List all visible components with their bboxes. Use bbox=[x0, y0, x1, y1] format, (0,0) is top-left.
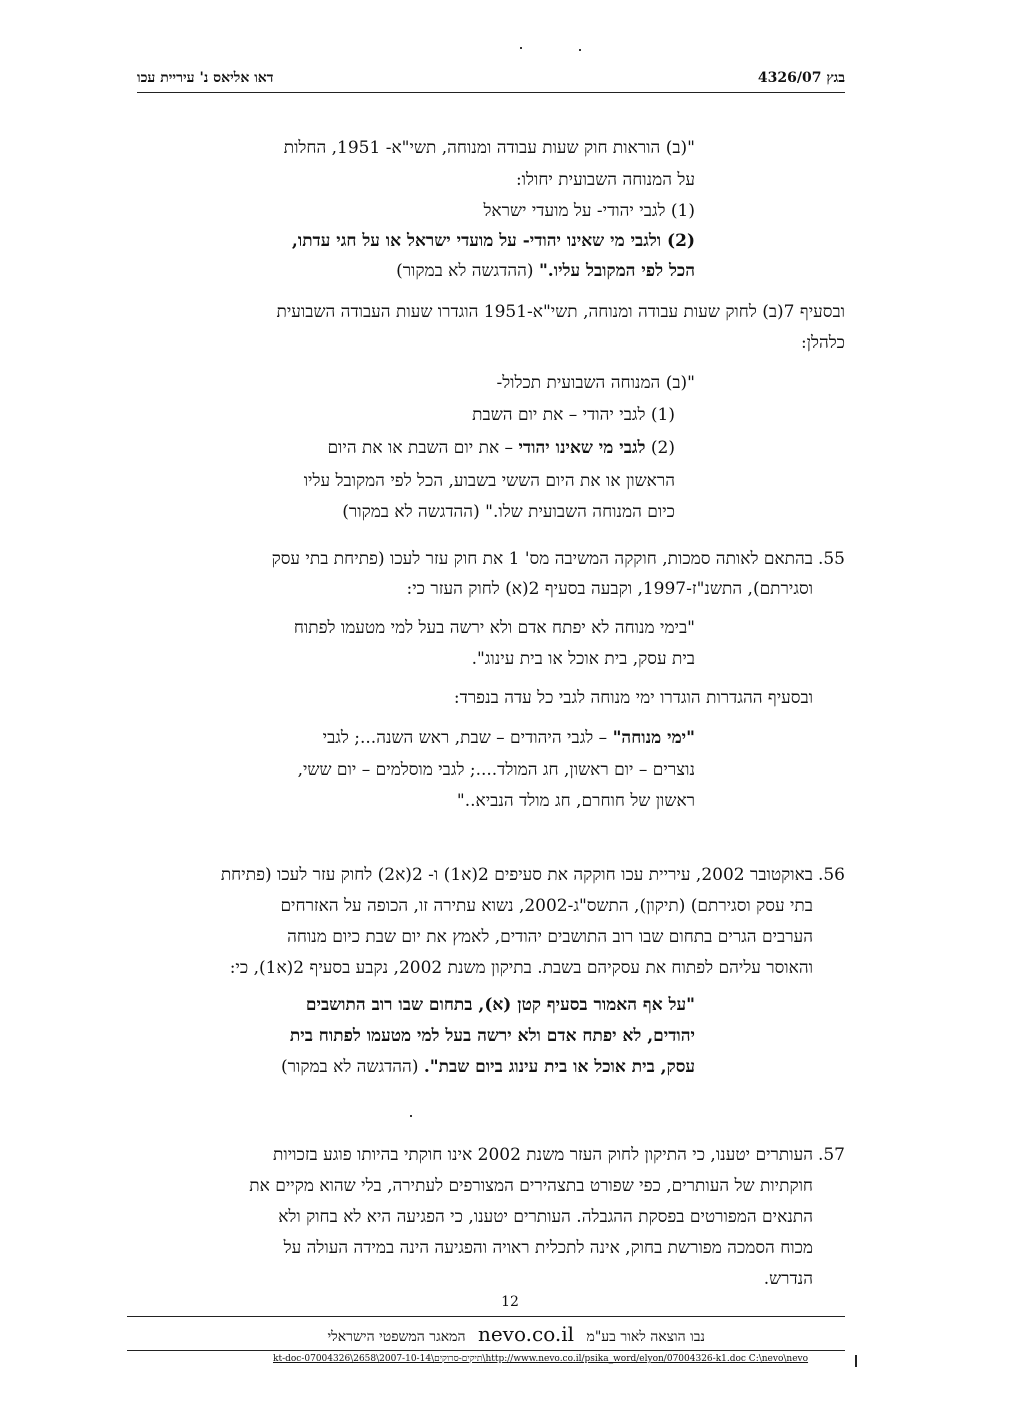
footer-margin-bar bbox=[855, 1355, 857, 1367]
case-parties: דאו אליאס נ' עיריית עכו bbox=[137, 70, 274, 86]
p56-quote-bold-end: עסק, בית אוכל או בית עינוג ביום שבת". bbox=[423, 1057, 695, 1077]
quote2-line3 bbox=[327, 433, 675, 463]
p55-line1: בהתאם לאותה סמכות, חוקקה המשיבה מס' 1 את חוק עזר לעכו (פתיחת בתי עסק bbox=[271, 549, 813, 569]
quote1-line5 bbox=[396, 256, 695, 286]
p56-emphasis-note: (ההדגשה לא במקור) bbox=[281, 1057, 424, 1077]
quote2-line1: "(ב) המנוחה השבועית תכלול- bbox=[496, 373, 695, 393]
p56-quote-line2: יהודים, לא יפתח אדם ולא ירשה בעל למי מטעמו לפתוח בית bbox=[289, 1026, 695, 1046]
quote1-bold-end: הכל לפי המקובל עליו." bbox=[538, 261, 695, 281]
p55-quote-line1: "בימי מנוחה לא יפתח אדם ולא ירשה בעל למי מטעמו לפתוח bbox=[293, 618, 695, 638]
quote1-emphasis-note: (ההדגשה לא במקור) bbox=[396, 261, 539, 281]
footer-publisher: נבו הוצאה לאור בע"מ bbox=[586, 1329, 705, 1345]
p55-line2: וסגירתם), התשנ"ז-1997, וקבעה בסעיף 2(א) לחוק העזר כי: bbox=[406, 579, 813, 599]
case-number: בגץ 4326/07 bbox=[757, 70, 845, 86]
quote2-line3-tail: – את יום השבת או את היום bbox=[327, 438, 519, 458]
p55-def-line1-tail: – לגבי היהודים – שבת, ראש השנה...; לגבי bbox=[322, 728, 613, 748]
intro2-line2: כלהלן: bbox=[800, 333, 845, 353]
p56-number: 56. bbox=[817, 865, 845, 885]
footer-domain: nevo.co.il bbox=[477, 1322, 575, 1346]
intro2-line1: ובסעיף 7(ב) לחוק שעות עבודה ומנוחה, תשי"א-1951 הוגדרו שעות העבודה השבועית bbox=[276, 302, 845, 322]
quote1-line1: "(ב) הוראות חוק שעות עבודה ומנוחה, תשי"א- 1951, החלות bbox=[283, 138, 695, 158]
p57-line2: חוקתיות של העותרים, כפי שפורט בתצהירים המצורפים לעתירה, בלי שהוא מקיים את bbox=[249, 1176, 813, 1196]
quote2-line2: (1) לגבי יהודי – את יום השבת bbox=[472, 405, 675, 425]
p57-line3: התנאים המפורטים בפסקת ההגבלה. העותרים יטענו, כי הפגיעה היא לא בחוק ולא bbox=[278, 1207, 813, 1227]
p55-number: 55. bbox=[817, 549, 845, 569]
p57-line5: הנדרש. bbox=[763, 1269, 813, 1289]
p56-line4: והאוסר עליהם לפתוח את עסקיהם בשבת. בתיקון משנת 2002, נקבע בסעיף 2(א1), כי: bbox=[229, 958, 813, 978]
quote2-item-number: (2) bbox=[645, 438, 675, 458]
p55-quote-line2: בית עסק, בית אוכל או בית עינוג". bbox=[471, 649, 695, 669]
scan-speck bbox=[520, 47, 522, 49]
quote1-line4: (2) ולגבי מי שאינו יהודי- על מועדי ישראל או על חגי עדתו, bbox=[291, 231, 695, 251]
footer-rule bbox=[127, 1316, 845, 1317]
footer-rule-bottom bbox=[127, 1350, 845, 1351]
p56-quote-line3 bbox=[281, 1052, 695, 1082]
p55-def-line1 bbox=[323, 723, 695, 753]
scan-speck bbox=[410, 1115, 412, 1117]
quote2-line5: כיום המנוחה השבועית שלו." (ההדגשה לא במקור) bbox=[342, 502, 675, 522]
quote2-line4: הראשון או את היום הששי בשבוע, הכל לפי המקובל עליו bbox=[303, 471, 675, 491]
header-rule bbox=[137, 92, 845, 93]
quote1-line2: על המנוחה השבועית יחולו: bbox=[515, 170, 695, 190]
p55-definitions-intro: ובסעיף ההגדרות הוגדרו ימי מנוחה לגבי כל עדה בנפרד: bbox=[453, 688, 813, 708]
p57-line1: העותרים יטענו, כי התיקון לחוק העזר משנת 2002 אינו חוקתי בהיותו פוגע בזכויות bbox=[272, 1145, 813, 1165]
quote1-line3: (1) לגבי יהודי- על מועדי ישראל bbox=[483, 201, 695, 221]
quote2-bold-phrase: לגבי מי שאינו יהודי bbox=[518, 438, 646, 458]
footer-document-path: kt-doc-07004326\2658\2007-10-14\תיקים-סרוקים\http://www.nevo.co.il/psika_word/elyon/07004326-k1.doc C:\nevo\nevo bbox=[273, 1354, 809, 1364]
scan-speck bbox=[579, 49, 581, 51]
p57-number: 57. bbox=[817, 1145, 845, 1165]
p55-def-term: "ימי מנוחה" bbox=[612, 728, 695, 748]
p55-def-line3: ראשון של חוחרם, חג מולד הנביא.." bbox=[456, 791, 695, 811]
p56-line3: הערבים הגרים בתחום שבו רוב התושבים יהודים, לאמץ את יום שבת כיום מנוחה bbox=[287, 927, 813, 947]
footer-archive: המאגר המשפטי הישראלי bbox=[327, 1329, 466, 1345]
page-number: 12 bbox=[501, 1294, 519, 1310]
p56-line1: באוקטובר 2002, עיריית עכו חוקקה את סעיפים 2(א1) ו- 2(א2) לחוק עזר לעכו (פתיחת bbox=[220, 865, 813, 885]
p56-quote-line1: "על אף האמור בסעיף קטן (א), בתחום שבו רוב התושבים bbox=[305, 995, 695, 1015]
p55-def-line2: נוצרים – יום ראשון, חג המולד....; לגבי מוסלמים – יום ששי, bbox=[297, 760, 695, 780]
footer-publisher-line bbox=[327, 1322, 705, 1346]
p57-line4: מכוח הסמכה מפורשת בחוק, אינה לתכלית ראויה והפגיעה הינה במידה העולה על bbox=[283, 1238, 813, 1258]
p56-line2: בתי עסק וסגירתם) (תיקון), התשס"ג-2002, נשוא עתירה זו, הכופה על האזרחים bbox=[280, 896, 813, 916]
